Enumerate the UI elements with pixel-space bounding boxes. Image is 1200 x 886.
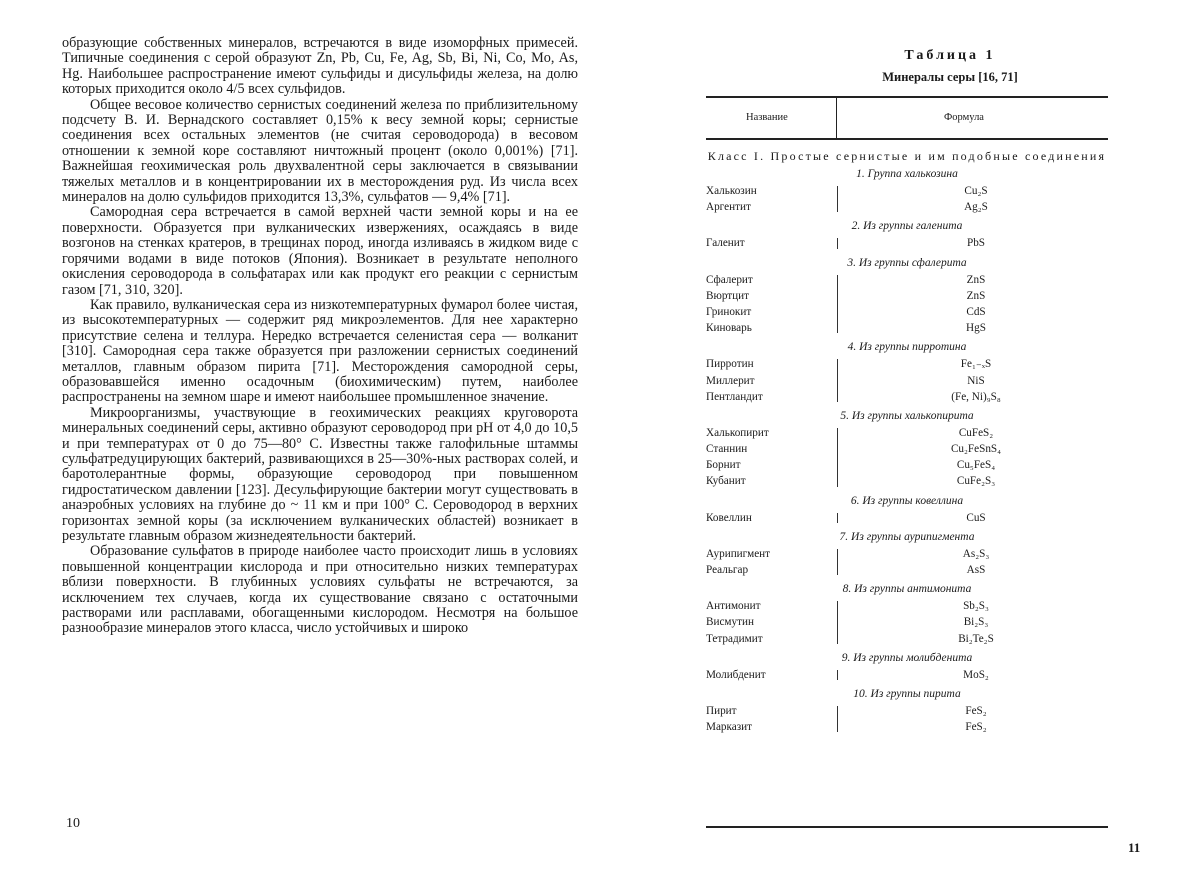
mineral-formula: ZnS bbox=[966, 273, 986, 286]
group-block bbox=[706, 356, 1108, 405]
table-row bbox=[706, 510, 1108, 526]
table-row bbox=[706, 272, 1108, 288]
table-row bbox=[706, 703, 1108, 719]
mineral-name: Пирротин bbox=[706, 358, 754, 371]
table-row bbox=[706, 304, 1108, 320]
mineral-name: Марказит bbox=[706, 721, 753, 734]
table-row bbox=[706, 199, 1108, 215]
mineral-formula: PbS bbox=[966, 237, 986, 250]
mineral-formula: ZnS bbox=[966, 289, 986, 302]
mineral-name: Киноварь bbox=[706, 322, 752, 335]
mineral-formula: Bi₂Te₂S bbox=[958, 632, 994, 645]
mineral-name: Сфалерит bbox=[706, 273, 753, 286]
table-row bbox=[706, 235, 1108, 251]
mineral-name: Халькозин bbox=[706, 185, 757, 197]
group-block bbox=[706, 425, 1108, 490]
group-title: 9. Из группы молибденита bbox=[841, 651, 973, 664]
table-top-rule bbox=[706, 96, 1108, 98]
mineral-formula: (Fe, Ni)₉S₈ bbox=[951, 390, 1001, 403]
group-block bbox=[706, 546, 1108, 578]
mineral-formula: Cu₅FeS₄ bbox=[956, 459, 996, 472]
mineral-name: Антимонит bbox=[706, 600, 761, 613]
table-bottom-rule bbox=[706, 826, 1108, 828]
mineral-formula: CuFe₂S₃ bbox=[956, 475, 996, 488]
page-number-left: 10 bbox=[66, 816, 80, 831]
table-row bbox=[706, 441, 1108, 457]
mineral-name: Пирит bbox=[706, 704, 737, 717]
group-block bbox=[706, 703, 1108, 735]
table-row bbox=[706, 562, 1108, 578]
mineral-name: Пентландит bbox=[706, 390, 763, 403]
mineral-formula: CdS bbox=[966, 305, 986, 318]
table-row bbox=[706, 546, 1108, 562]
group-title: 2. Из группы галенита bbox=[851, 220, 963, 233]
mineral-formula: HgS bbox=[966, 322, 986, 335]
column-header-name: Название bbox=[746, 112, 788, 123]
mineral-name: Халькопирит bbox=[706, 426, 769, 439]
table-row bbox=[706, 356, 1108, 372]
paragraph: Общее весовое количество сернистых соединений железа по приблизительному подсчету В. И. Вернадского составляет 0,15% к весу земной коры; сернистые соединения всех остальных элементов (не считая сероводорода) в весовом отношении к земной коре составляют ничтожный процент (около 0,001%) [71]. Важнейшая геохимическая роль двухвалентной серы заключается в связывании тяжелых металлов и в концентрировании их в месторождения руд. Из числа всех минералов на долю сульфидов приходится 13,3%, сульфатов — 9,4% [71]. bbox=[62, 96, 578, 206]
right-page bbox=[600, 0, 1200, 886]
paragraph: Микроорганизмы, участвующие в геохимических реакциях круговорота минеральных соединений серы, активно образуют сероводород при pH от 4,0 до 10,5 и при температурах от 0 до 75—80° С. Известны также галофильные штаммы сульфатредуцирующих бактерий, развивающихся в 25—30%-ных растворах солей, и баротолерантные формы, образующие сероводород при повышенном гидростатическом давлении [123]. Десульфирующие бактерии могут существовать в анаэробных условиях на глубине до ~ 11 км и при 100° С. Сероводород в верхних горизонтах земной коры (за исключением вулканических областей) возникает в результате главным образом жизнедеятельности бактерий. bbox=[62, 404, 578, 544]
table-row bbox=[706, 473, 1108, 489]
mineral-name: Молибденит bbox=[706, 668, 766, 681]
table-row bbox=[706, 667, 1108, 683]
mineral-name: Борнит bbox=[706, 459, 741, 472]
group-title: 4. Из группы пирротина bbox=[847, 341, 967, 354]
group-title: 5. Из группы халькопирита bbox=[840, 409, 974, 422]
group-title: 7. Из группы аурипигмента bbox=[839, 530, 975, 543]
group-block bbox=[706, 272, 1108, 337]
header-column-divider bbox=[836, 98, 837, 138]
mineral-formula: MoS₂ bbox=[963, 668, 989, 681]
table-row bbox=[706, 631, 1108, 647]
table-header-rule bbox=[706, 138, 1108, 140]
mineral-name: Аурипигмент bbox=[706, 547, 771, 560]
mineral-formula: AsS bbox=[966, 564, 986, 576]
mineral-name: Аргентит bbox=[706, 201, 751, 214]
left-page-text bbox=[62, 36, 578, 637]
mineral-name: Вюртцит bbox=[706, 289, 750, 302]
mineral-formula: Cu₂FeSnS₄ bbox=[950, 443, 1002, 456]
mineral-name: Кубанит bbox=[706, 475, 746, 488]
class-title: Класс I. Простые сернистые и им подобные соединения bbox=[707, 149, 1107, 163]
group-title: 3. Из группы сфалерита bbox=[847, 256, 967, 269]
mineral-name: Висмутин bbox=[706, 616, 754, 629]
paragraph: Образование сульфатов в природе наиболее часто происходит лишь в условиях повышенной концентрации кислорода и при относительно низких температурах вблизи поверхности. В глубинных условиях сульфаты не встречаются, за исключением тех случаев, когда их существование связано с остаточными растворами или расплавами, обогащенными кислородом. Несмотря на большое разнообразие минералов этого класса, число устойчивых и широко bbox=[62, 543, 578, 637]
paragraph: Как правило, вулканическая сера из низкотемпературных фумарол более чистая, из высокотемпературных — содержит ряд микроэлементов. Для нее характерно присутствие селена и теллура. Нередко встречается селенистая сера — волканит [310]. Самородная сера также образуется при разложении сернистых соединений металлов, главным образом пирита [71]. Месторождения самородной серы, образовавшейся именно осадочным (биохимическим) путем, наиболее распространены на земном шаре и имеют наибольшее промышленное значение. bbox=[62, 296, 578, 406]
mineral-name: Реальгар bbox=[706, 564, 749, 576]
group-title: 1. Группа халькозина bbox=[856, 168, 958, 180]
table-row bbox=[706, 320, 1108, 336]
table-row bbox=[706, 183, 1108, 199]
group-block bbox=[706, 183, 1108, 215]
group-title: 6. Из группы ковеллина bbox=[850, 494, 964, 507]
mineral-name: Галенит bbox=[706, 237, 745, 250]
mineral-formula: Sb₂S₃ bbox=[963, 600, 989, 613]
mineral-formula: FeS₂ bbox=[965, 721, 987, 734]
mineral-name: Тетрадимит bbox=[706, 632, 763, 645]
mineral-formula: Cu₂S bbox=[964, 185, 988, 197]
mineral-formula: As₂S₃ bbox=[962, 547, 990, 560]
group-block bbox=[706, 235, 1108, 251]
table-row bbox=[706, 373, 1108, 389]
mineral-name: Станнин bbox=[706, 443, 748, 456]
table-row bbox=[706, 614, 1108, 630]
group-title: 8. Из группы антимонита bbox=[842, 583, 972, 596]
table-row bbox=[706, 719, 1108, 735]
paragraph: образующие собственных минералов, встречаются в виде изоморфных примесей. Типичные соединения с серой образуют Zn, Pb, Cu, Fe, Ag, Sb, Bi, Ni, Co, Mo, As, Hg. Наибольшее распространение имеют сульфиды и дисульфиды железа, на долю которых приходится около 4/5 всех сульфидов. bbox=[62, 35, 578, 98]
table-row bbox=[706, 598, 1108, 614]
group-title: 10. Из группы пирита bbox=[853, 687, 961, 700]
mineral-formula: Fe₁₋ₓS bbox=[960, 358, 992, 371]
table-row bbox=[706, 288, 1108, 304]
mineral-name: Миллерит bbox=[706, 374, 755, 387]
group-block bbox=[706, 510, 1108, 526]
minerals-table-body bbox=[706, 150, 1108, 735]
table-title: Таблица 1 bbox=[904, 48, 996, 63]
mineral-formula: CuFeS₂ bbox=[958, 426, 994, 439]
table-row bbox=[706, 389, 1108, 405]
mineral-name: Ковеллин bbox=[706, 511, 752, 524]
table-row bbox=[706, 425, 1108, 441]
page-number-right: 11 bbox=[1128, 840, 1141, 855]
paragraph: Самородная сера встречается в самой верхней части земной коры и на ее поверхности. Образуется при вулканических извержениях, осаждаясь в виде возгонов на стенках кратеров, в трещинах пород, иногда изливаясь в жидком виде с горячими водами в виде потоков (Япония). Возникает в результате неполного окисления сероводорода в сольфатарах или как продукт его реакции с сернистым газом [71, 310, 320]. bbox=[62, 204, 578, 298]
mineral-name: Гринокит bbox=[706, 305, 752, 318]
mineral-formula: Bi₂S₃ bbox=[963, 616, 989, 629]
group-block bbox=[706, 598, 1108, 647]
mineral-formula: FeS₂ bbox=[965, 704, 987, 717]
mineral-formula: CuS bbox=[966, 511, 986, 524]
column-header-formula: Формула bbox=[944, 112, 984, 123]
table-row bbox=[706, 457, 1108, 473]
table-subtitle: Минералы серы [16, 71] bbox=[882, 70, 1018, 84]
mineral-formula: Ag₂S bbox=[964, 201, 988, 214]
mineral-formula: NiS bbox=[967, 374, 985, 387]
group-block bbox=[706, 667, 1108, 683]
